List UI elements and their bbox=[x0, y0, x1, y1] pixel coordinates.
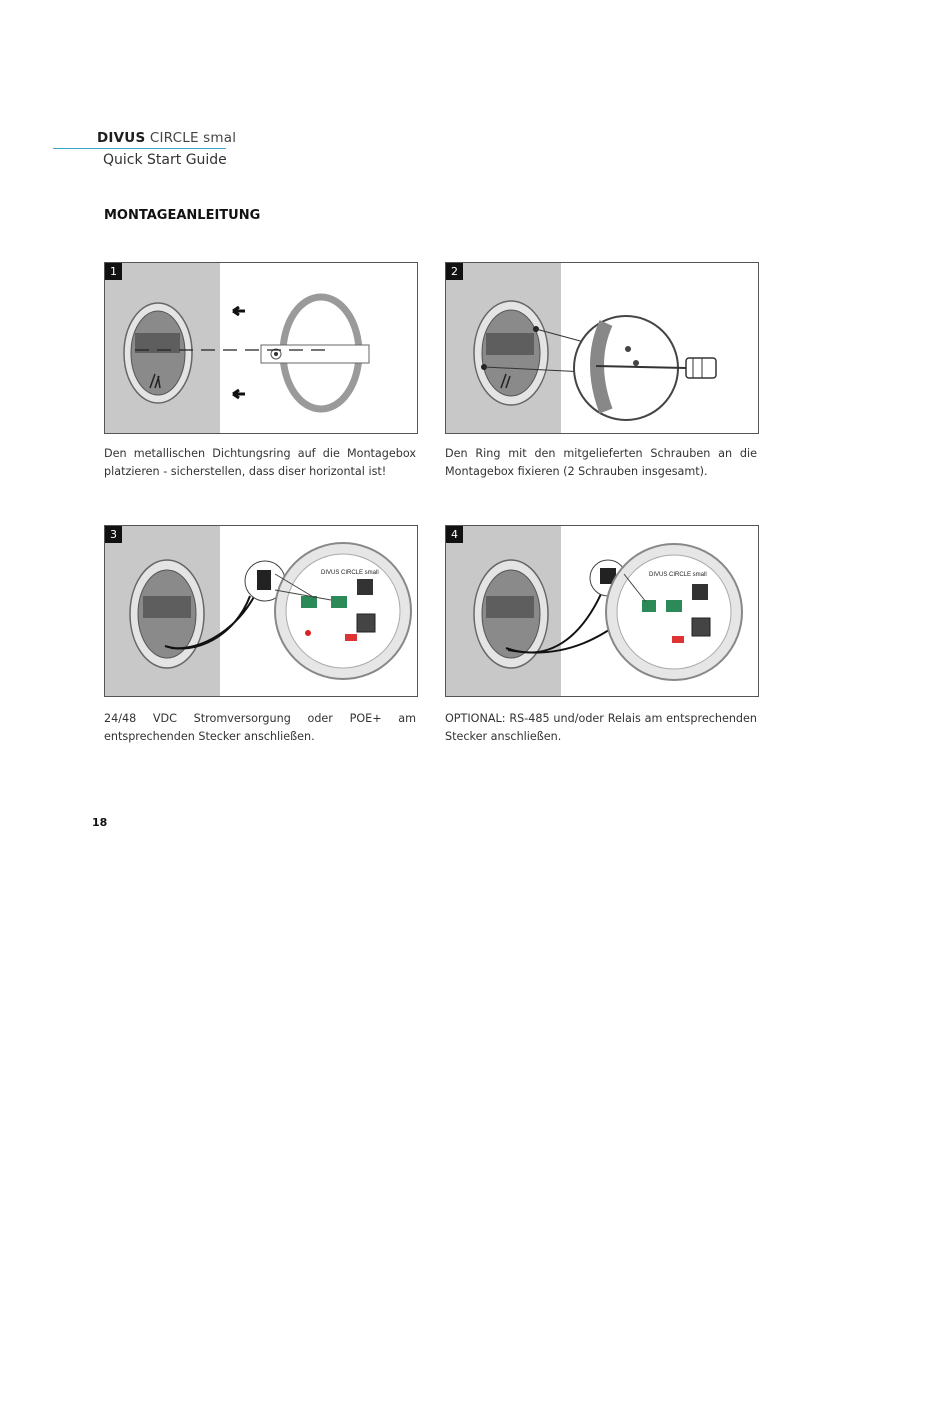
step-1-illustration bbox=[104, 262, 418, 434]
document-header bbox=[0, 128, 240, 188]
step-1-drawing bbox=[105, 263, 417, 433]
device-brand-label: DIVUS CIRCLE small bbox=[649, 572, 707, 578]
step-4-drawing bbox=[446, 526, 758, 696]
step-4-illustration bbox=[445, 525, 759, 697]
step-3-caption bbox=[104, 710, 416, 746]
brand-product: CIRCLE smal bbox=[149, 130, 237, 146]
step-2-illustration bbox=[445, 262, 759, 434]
page-number: 18 bbox=[92, 816, 108, 829]
step-4-caption: OPTIONAL: RS-485 und/oder Relais am entsprechenden Stecker anschließen. bbox=[445, 712, 757, 743]
header-rule bbox=[53, 148, 226, 149]
step-number: 4 bbox=[446, 526, 463, 543]
step-3-drawing bbox=[105, 526, 417, 696]
step-1-caption: Den metallischen Dichtungsring auf die Montagebox platzieren - sicherstellen, dass diser horizontal ist! bbox=[104, 447, 416, 478]
guide-subtitle: Quick Start Guide bbox=[103, 152, 227, 168]
step-3-illustration bbox=[104, 525, 418, 697]
device-brand-label: DIVUS CIRCLE small bbox=[321, 570, 379, 576]
step-2-drawing bbox=[446, 263, 758, 433]
brand-bold: DIVUS bbox=[97, 130, 146, 146]
step-3-caption-line-2: entsprechenden Stecker anschließen. bbox=[104, 730, 315, 743]
step-2-caption: Den Ring mit den mitgelieferten Schrauben an die Montagebox fixieren (2 Schrauben insgesamt). bbox=[445, 447, 757, 478]
step-number: 3 bbox=[105, 526, 122, 543]
step-number: 2 bbox=[446, 263, 463, 280]
section-title: MONTAGEANLEITUNG bbox=[104, 208, 261, 223]
step-3-caption-line-1: 24/48 VDC Stromversorgung oder POE+ am bbox=[104, 712, 416, 725]
brand-name bbox=[97, 130, 236, 146]
step-number: 1 bbox=[105, 263, 122, 280]
